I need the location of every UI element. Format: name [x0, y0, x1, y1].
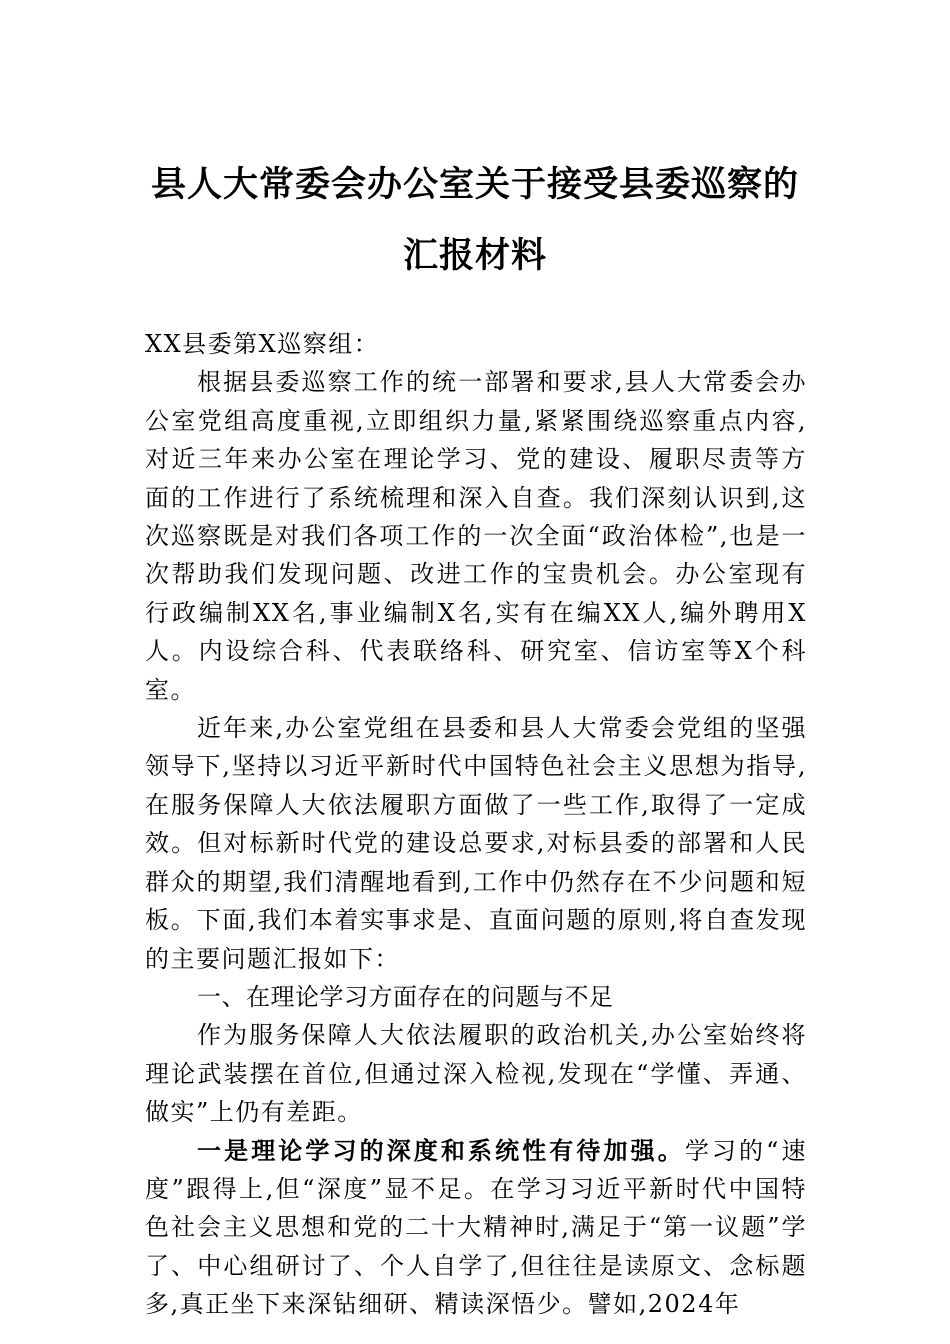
salutation: XX县委第X巡察组： — [145, 330, 380, 358]
document-title-line-2: 汇报材料 — [402, 235, 547, 276]
paragraph-overview: 近年来,办公室党组在县委和县人大常委会党组的坚强领导下,坚持以习近平新时代中国特色社会主义思想为指导,在服务保障人大依法履职方面做了一些工作,取得了一定成效。但对标新时代党的建设总要求,对标县委的部署和人民群众的期望,我们清醒地看到,工作中仍然存在不少问题和短板。下面,我们本着实事求是、直面问题的原则,将自查发现的主要问题汇报如下： — [145, 714, 807, 973]
paragraph-intro: 根据县委巡察工作的统一部署和要求,县人大常委会办公室党组高度重视,立即组织力量,紧紧围绕巡察重点内容,对近三年来办公室在理论学习、党的建设、履职尽责等方面的工作进行了系统梳理和深入自查。我们深刻认识到,这次巡察既是对我们各项工作的一次全面“政治体检”,也是一次帮助我们发现问题、改进工作的宝贵机会。办公室现有行政编制XX名,事业编制X名,实有在编XX人,编外聘用X人。内设综合科、代表联络科、研究室、信访室等X个科室。 — [145, 368, 807, 704]
document-body — [145, 325, 807, 1324]
document-title-line-1: 县人大常委会办公室关于接受县委巡察的 — [150, 164, 799, 205]
point-1-text: 学习的“速度”跟得上,但“深度”显不足。在学习习近平新时代中国特色社会主义思想和党的二十大精神时,满足于“第一议题”学了、中心组研讨了、个人自学了,但往往是读原文、念标题多,真正坐下来深钻细研、精读深悟少。譬如,2024年 — [145, 1136, 808, 1319]
paragraph-section-1-intro: 作为服务保障人大依法履职的政治机关,办公室始终将理论武装摆在首位,但通过深入检视,发现在“学懂、弄通、做实”上仍有差距。 — [145, 1021, 807, 1127]
paragraph-point-1 — [145, 1132, 807, 1324]
point-1-lead: 一是理论学习的深度和系统性有待加强。 — [197, 1135, 685, 1165]
section-heading-1: 一、在理论学习方面存在的问题与不足 — [197, 982, 614, 1011]
